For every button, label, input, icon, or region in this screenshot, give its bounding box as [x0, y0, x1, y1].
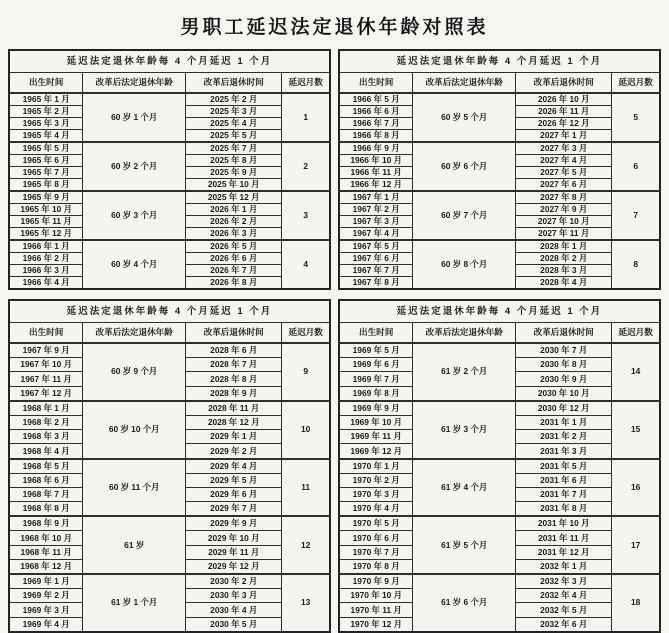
- retirement-month-cell: 2025 年 2 月: [186, 93, 282, 106]
- birth-month-cell: 1965 年 9 月: [9, 191, 83, 204]
- retirement-month-cell: 2028 年 8 月: [186, 372, 282, 386]
- retirement-month-cell: 2025 年 10 月: [186, 179, 282, 192]
- retirement-month-cell: 2026 年 8 月: [186, 277, 282, 290]
- band-header-row: [339, 300, 660, 323]
- table-row: [339, 574, 660, 589]
- retirement-month-cell: 2030 年 12 月: [516, 401, 612, 416]
- birth-month-cell: 1967 年 3 月: [339, 216, 413, 228]
- retirement-table-top-left: [8, 49, 331, 290]
- birth-month-cell: 1967 年 5 月: [339, 240, 413, 253]
- birth-month-cell: 1969 年 2 月: [9, 589, 83, 603]
- retirement-table-bottom-left: [8, 299, 331, 633]
- birth-month-cell: 1969 年 7 月: [339, 372, 413, 386]
- retirement-age-cell: 61 岁: [83, 516, 186, 574]
- table-row: [339, 516, 660, 531]
- retirement-month-cell: 2031 年 7 月: [516, 487, 612, 501]
- table-row: [339, 401, 660, 416]
- retirement-month-cell: 2025 年 9 月: [186, 167, 282, 179]
- birth-month-cell: 1967 年 8 月: [339, 277, 413, 290]
- retirement-month-cell: 2030 年 3 月: [186, 589, 282, 603]
- delay-months-cell: 4: [282, 240, 330, 289]
- retirement-month-cell: 2032 年 4 月: [516, 589, 612, 603]
- retirement-month-cell: 2031 年 8 月: [516, 502, 612, 517]
- birth-month-cell: 1969 年 11 月: [339, 430, 413, 444]
- retirement-age-cell: 60 岁 3 个月: [83, 191, 186, 240]
- birth-month-cell: 1966 年 5 月: [339, 93, 413, 106]
- retirement-month-cell: 2026 年 7 月: [186, 265, 282, 277]
- birth-month-cell: 1969 年 6 月: [339, 358, 413, 372]
- birth-month-cell: 1970 年 3 月: [339, 487, 413, 501]
- birth-month-cell: 1968 年 5 月: [9, 459, 83, 474]
- column-header-row: [9, 323, 330, 344]
- birth-month-cell: 1967 年 6 月: [339, 253, 413, 265]
- birth-month-cell: 1966 年 1 月: [9, 240, 83, 253]
- retirement-age-cell: 61 岁 6 个月: [413, 574, 516, 632]
- table-row: [9, 240, 330, 253]
- retirement-month-cell: 2032 年 3 月: [516, 574, 612, 589]
- retirement-month-cell: 2029 年 7 月: [186, 502, 282, 517]
- retirement-month-cell: 2029 年 6 月: [186, 487, 282, 501]
- table-row: [9, 401, 330, 416]
- retirement-age-cell: 60 岁 1 个月: [83, 93, 186, 142]
- retirement-month-cell: 2031 年 2 月: [516, 430, 612, 444]
- birth-month-cell: 1965 年 10 月: [9, 204, 83, 216]
- table-row: [339, 142, 660, 155]
- birth-month-cell: 1969 年 12 月: [339, 444, 413, 459]
- birth-month-cell: 1970 年 1 月: [339, 459, 413, 474]
- col-header-retirement-time: 改革后退休时间: [186, 73, 282, 94]
- birth-month-cell: 1966 年 9 月: [339, 142, 413, 155]
- col-header-retirement-time: 改革后退休时间: [516, 323, 612, 344]
- column-header-row: [339, 323, 660, 344]
- retirement-age-cell: 61 岁 2 个月: [413, 343, 516, 401]
- col-header-retirement-age: 改革后法定退休年龄: [413, 323, 516, 344]
- birth-month-cell: 1970 年 11 月: [339, 603, 413, 617]
- retirement-month-cell: 2031 年 1 月: [516, 415, 612, 429]
- retirement-month-cell: 2030 年 2 月: [186, 574, 282, 589]
- band-header: 延迟法定退休年龄每 4 个月延迟 1 个月: [9, 300, 330, 323]
- birth-month-cell: 1968 年 3 月: [9, 430, 83, 444]
- table-body: [339, 343, 660, 632]
- delay-months-cell: 18: [612, 574, 660, 632]
- retirement-month-cell: 2027 年 6 月: [516, 179, 612, 192]
- delay-months-cell: 17: [612, 516, 660, 574]
- birth-month-cell: 1968 年 4 月: [9, 444, 83, 459]
- retirement-month-cell: 2027 年 10 月: [516, 216, 612, 228]
- table-block-top: [8, 49, 661, 290]
- birth-month-cell: 1965 年 4 月: [9, 130, 83, 143]
- band-header: 延迟法定退休年龄每 4 个月延迟 1 个月: [9, 50, 330, 73]
- delay-months-cell: 6: [612, 142, 660, 191]
- birth-month-cell: 1967 年 12 月: [9, 386, 83, 401]
- birth-month-cell: 1969 年 8 月: [339, 386, 413, 401]
- birth-month-cell: 1966 年 11 月: [339, 167, 413, 179]
- retirement-month-cell: 2029 年 11 月: [186, 545, 282, 559]
- birth-month-cell: 1969 年 9 月: [339, 401, 413, 416]
- retirement-month-cell: 2025 年 12 月: [186, 191, 282, 204]
- table-body: [9, 93, 330, 289]
- retirement-month-cell: 2027 年 9 月: [516, 204, 612, 216]
- retirement-month-cell: 2026 年 6 月: [186, 253, 282, 265]
- birth-month-cell: 1968 年 12 月: [9, 559, 83, 574]
- delay-months-cell: 5: [612, 93, 660, 142]
- col-header-birth-time: 出生时间: [339, 323, 413, 344]
- birth-month-cell: 1970 年 4 月: [339, 502, 413, 517]
- column-header-row: [9, 73, 330, 94]
- retirement-month-cell: 2029 年 1 月: [186, 430, 282, 444]
- birth-month-cell: 1965 年 7 月: [9, 167, 83, 179]
- birth-month-cell: 1966 年 10 月: [339, 155, 413, 167]
- retirement-age-cell: 60 岁 5 个月: [413, 93, 516, 142]
- birth-month-cell: 1966 年 4 月: [9, 277, 83, 290]
- delay-months-cell: 8: [612, 240, 660, 289]
- col-header-delay-months: 延迟月数: [282, 323, 330, 344]
- birth-month-cell: 1970 年 8 月: [339, 559, 413, 574]
- retirement-month-cell: 2026 年 3 月: [186, 228, 282, 241]
- col-header-delay-months: 延迟月数: [612, 323, 660, 344]
- delay-months-cell: 13: [282, 574, 330, 632]
- retirement-month-cell: 2029 年 5 月: [186, 473, 282, 487]
- table-row: [9, 191, 330, 204]
- page-title: 男职工延迟法定退休年龄对照表: [180, 17, 489, 38]
- delay-months-cell: 10: [282, 401, 330, 459]
- retirement-month-cell: 2027 年 3 月: [516, 142, 612, 155]
- table-row: [339, 343, 660, 358]
- retirement-month-cell: 2031 年 5 月: [516, 459, 612, 474]
- table-row: [339, 93, 660, 106]
- birth-month-cell: 1970 年 12 月: [339, 617, 413, 632]
- retirement-age-cell: 61 岁 5 个月: [413, 516, 516, 574]
- col-header-delay-months: 延迟月数: [282, 73, 330, 94]
- birth-month-cell: 1965 年 6 月: [9, 155, 83, 167]
- table-row: [339, 240, 660, 253]
- col-header-retirement-age: 改革后法定退休年龄: [83, 73, 186, 94]
- band-header: 延迟法定退休年龄每 4 个月延迟 1 个月: [339, 300, 660, 323]
- retirement-month-cell: 2032 年 1 月: [516, 559, 612, 574]
- delay-months-cell: 2: [282, 142, 330, 191]
- retirement-month-cell: 2031 年 3 月: [516, 444, 612, 459]
- col-header-retirement-age: 改革后法定退休年龄: [413, 73, 516, 94]
- retirement-month-cell: 2029 年 4 月: [186, 459, 282, 474]
- band-header: 延迟法定退休年龄每 4 个月延迟 1 个月: [339, 50, 660, 73]
- col-header-retirement-time: 改革后退休时间: [186, 323, 282, 344]
- retirement-month-cell: 2031 年 10 月: [516, 516, 612, 531]
- birth-month-cell: 1966 年 7 月: [339, 118, 413, 130]
- birth-month-cell: 1966 年 3 月: [9, 265, 83, 277]
- retirement-month-cell: 2030 年 7 月: [516, 343, 612, 358]
- retirement-month-cell: 2026 年 5 月: [186, 240, 282, 253]
- retirement-month-cell: 2030 年 9 月: [516, 372, 612, 386]
- retirement-age-cell: 60 岁 10 个月: [83, 401, 186, 459]
- retirement-month-cell: 2028 年 3 月: [516, 265, 612, 277]
- birth-month-cell: 1967 年 9 月: [9, 343, 83, 358]
- retirement-month-cell: 2026 年 12 月: [516, 118, 612, 130]
- birth-month-cell: 1968 年 7 月: [9, 487, 83, 501]
- retirement-month-cell: 2026 年 10 月: [516, 93, 612, 106]
- retirement-age-cell: 60 岁 6 个月: [413, 142, 516, 191]
- col-header-retirement-age: 改革后法定退休年龄: [83, 323, 186, 344]
- delay-months-cell: 7: [612, 191, 660, 240]
- retirement-month-cell: 2030 年 4 月: [186, 603, 282, 617]
- retirement-month-cell: 2028 年 7 月: [186, 358, 282, 372]
- retirement-age-cell: 60 岁 7 个月: [413, 191, 516, 240]
- col-header-birth-time: 出生时间: [9, 73, 83, 94]
- birth-month-cell: 1968 年 8 月: [9, 502, 83, 517]
- birth-month-cell: 1965 年 3 月: [9, 118, 83, 130]
- retirement-age-cell: 60 岁 2 个月: [83, 142, 186, 191]
- birth-month-cell: 1967 年 10 月: [9, 358, 83, 372]
- birth-month-cell: 1969 年 1 月: [9, 574, 83, 589]
- birth-month-cell: 1969 年 5 月: [339, 343, 413, 358]
- retirement-table-bottom-right: [338, 299, 661, 633]
- birth-month-cell: 1967 年 11 月: [9, 372, 83, 386]
- delay-months-cell: 9: [282, 343, 330, 401]
- birth-month-cell: 1968 年 2 月: [9, 415, 83, 429]
- retirement-age-cell: 61 岁 3 个月: [413, 401, 516, 459]
- col-header-birth-time: 出生时间: [9, 323, 83, 344]
- birth-month-cell: 1965 年 1 月: [9, 93, 83, 106]
- birth-month-cell: 1969 年 3 月: [9, 603, 83, 617]
- birth-month-cell: 1969 年 4 月: [9, 617, 83, 632]
- col-header-retirement-time: 改革后退休时间: [516, 73, 612, 94]
- retirement-age-cell: 60 岁 9 个月: [83, 343, 186, 401]
- retirement-month-cell: 2030 年 5 月: [186, 617, 282, 632]
- birth-month-cell: 1970 年 7 月: [339, 545, 413, 559]
- delay-months-cell: 16: [612, 459, 660, 517]
- retirement-month-cell: 2029 年 2 月: [186, 444, 282, 459]
- retirement-age-cell: 61 岁 1 个月: [83, 574, 186, 632]
- birth-month-cell: 1970 年 5 月: [339, 516, 413, 531]
- birth-month-cell: 1970 年 2 月: [339, 473, 413, 487]
- col-header-delay-months: 延迟月数: [612, 73, 660, 94]
- birth-month-cell: 1966 年 8 月: [339, 130, 413, 143]
- retirement-month-cell: 2025 年 4 月: [186, 118, 282, 130]
- retirement-month-cell: 2028 年 11 月: [186, 401, 282, 416]
- birth-month-cell: 1968 年 6 月: [9, 473, 83, 487]
- retirement-month-cell: 2025 年 3 月: [186, 106, 282, 118]
- retirement-month-cell: 2030 年 8 月: [516, 358, 612, 372]
- retirement-month-cell: 2028 年 12 月: [186, 415, 282, 429]
- table-row: [339, 459, 660, 474]
- retirement-month-cell: 2032 年 6 月: [516, 617, 612, 632]
- retirement-month-cell: 2029 年 10 月: [186, 531, 282, 545]
- birth-month-cell: 1966 年 6 月: [339, 106, 413, 118]
- birth-month-cell: 1970 年 9 月: [339, 574, 413, 589]
- retirement-month-cell: 2028 年 6 月: [186, 343, 282, 358]
- table-row: [9, 142, 330, 155]
- birth-month-cell: 1968 年 10 月: [9, 531, 83, 545]
- retirement-month-cell: 2029 年 12 月: [186, 559, 282, 574]
- retirement-month-cell: 2026 年 2 月: [186, 216, 282, 228]
- col-header-birth-time: 出生时间: [339, 73, 413, 94]
- table-row: [9, 459, 330, 474]
- table-row: [9, 574, 330, 589]
- retirement-month-cell: 2028 年 9 月: [186, 386, 282, 401]
- delay-months-cell: 3: [282, 191, 330, 240]
- birth-month-cell: 1970 年 10 月: [339, 589, 413, 603]
- retirement-month-cell: 2027 年 11 月: [516, 228, 612, 241]
- retirement-month-cell: 2031 年 6 月: [516, 473, 612, 487]
- retirement-month-cell: 2027 年 5 月: [516, 167, 612, 179]
- table-row: [9, 93, 330, 106]
- retirement-age-cell: 60 岁 8 个月: [413, 240, 516, 289]
- band-header-row: [9, 50, 330, 73]
- retirement-month-cell: 2026 年 1 月: [186, 204, 282, 216]
- retirement-month-cell: 2026 年 11 月: [516, 106, 612, 118]
- retirement-month-cell: 2028 年 4 月: [516, 277, 612, 290]
- birth-month-cell: 1967 年 7 月: [339, 265, 413, 277]
- birth-month-cell: 1967 年 2 月: [339, 204, 413, 216]
- retirement-month-cell: 2027 年 4 月: [516, 155, 612, 167]
- birth-month-cell: 1965 年 12 月: [9, 228, 83, 241]
- retirement-month-cell: 2025 年 8 月: [186, 155, 282, 167]
- delay-months-cell: 12: [282, 516, 330, 574]
- birth-month-cell: 1967 年 4 月: [339, 228, 413, 241]
- retirement-age-cell: 60 岁 4 个月: [83, 240, 186, 289]
- birth-month-cell: 1965 年 2 月: [9, 106, 83, 118]
- retirement-age-cell: 60 岁 11 个月: [83, 459, 186, 517]
- birth-month-cell: 1969 年 10 月: [339, 415, 413, 429]
- retirement-month-cell: 2031 年 12 月: [516, 545, 612, 559]
- birth-month-cell: 1966 年 2 月: [9, 253, 83, 265]
- band-header-row: [9, 300, 330, 323]
- birth-month-cell: 1970 年 6 月: [339, 531, 413, 545]
- retirement-table-top-right: [338, 49, 661, 290]
- retirement-month-cell: 2031 年 11 月: [516, 531, 612, 545]
- retirement-month-cell: 2032 年 5 月: [516, 603, 612, 617]
- table-row: [339, 191, 660, 204]
- birth-month-cell: 1967 年 1 月: [339, 191, 413, 204]
- retirement-month-cell: 2028 年 1 月: [516, 240, 612, 253]
- delay-months-cell: 14: [612, 343, 660, 401]
- delay-months-cell: 15: [612, 401, 660, 459]
- table-row: [9, 343, 330, 358]
- delay-months-cell: 11: [282, 459, 330, 517]
- birth-month-cell: 1968 年 11 月: [9, 545, 83, 559]
- table-body: [339, 93, 660, 289]
- retirement-month-cell: 2030 年 10 月: [516, 386, 612, 401]
- birth-month-cell: 1968 年 1 月: [9, 401, 83, 416]
- retirement-month-cell: 2029 年 9 月: [186, 516, 282, 531]
- birth-month-cell: 1965 年 11 月: [9, 216, 83, 228]
- retirement-month-cell: 2027 年 1 月: [516, 130, 612, 143]
- birth-month-cell: 1965 年 8 月: [9, 179, 83, 192]
- delay-months-cell: 1: [282, 93, 330, 142]
- retirement-month-cell: 2028 年 2 月: [516, 253, 612, 265]
- retirement-month-cell: 2025 年 7 月: [186, 142, 282, 155]
- birth-month-cell: 1968 年 9 月: [9, 516, 83, 531]
- table-body: [9, 343, 330, 632]
- retirement-month-cell: 2027 年 8 月: [516, 191, 612, 204]
- birth-month-cell: 1966 年 12 月: [339, 179, 413, 192]
- retirement-month-cell: 2025 年 5 月: [186, 130, 282, 143]
- birth-month-cell: 1965 年 5 月: [9, 142, 83, 155]
- table-block-bottom: [8, 299, 661, 633]
- column-header-row: [339, 73, 660, 94]
- table-row: [9, 516, 330, 531]
- retirement-age-cell: 61 岁 4 个月: [413, 459, 516, 517]
- band-header-row: [339, 50, 660, 73]
